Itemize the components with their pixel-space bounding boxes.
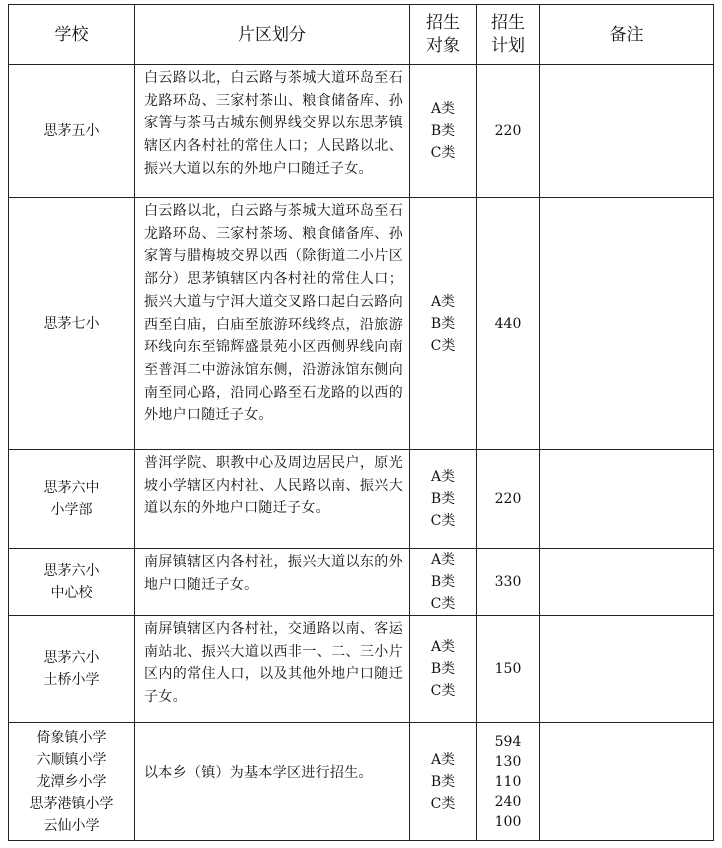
plan-cell <box>477 723 540 841</box>
target-item: B类 <box>430 315 456 332</box>
school-name: 倚象镇小学 <box>36 729 107 746</box>
target-cell <box>410 65 477 198</box>
target-item: B类 <box>430 773 456 790</box>
plan-value: 440 <box>494 315 522 332</box>
target-item: A类 <box>430 101 456 117</box>
school-cell <box>9 549 135 616</box>
enrollment-table <box>8 4 714 841</box>
district-cell <box>135 450 410 549</box>
school-name: 龙潭乡小学 <box>36 773 107 790</box>
target-item: A类 <box>430 751 456 768</box>
target-cell <box>410 198 477 450</box>
plan-value: 220 <box>494 123 522 139</box>
remark-cell <box>540 549 714 616</box>
target-cell <box>410 549 477 616</box>
target-item: A类 <box>430 639 456 655</box>
school-name: 小学部 <box>50 502 93 518</box>
district-text: 南屏镇辖区内各村社，交通路以南、客运南站北、振兴大道以西非一、二、三小片区内的常住人口，以及其他外地户口随迁子女。 <box>144 621 403 706</box>
plan-value: 150 <box>494 661 522 677</box>
plan-value: 330 <box>494 574 522 590</box>
table-row <box>9 616 714 723</box>
school-name: 云仙小学 <box>43 817 100 834</box>
remark-cell <box>540 723 714 841</box>
district-cell <box>135 198 410 450</box>
district-text: 以本乡（镇）为基本学区进行招生。 <box>144 765 373 782</box>
target-item: C类 <box>430 683 456 699</box>
plan-value: 110 <box>494 773 522 790</box>
plan-cell <box>477 616 540 723</box>
school-name: 思茅六中 <box>43 480 100 496</box>
target-item: C类 <box>430 145 456 161</box>
target-item: B类 <box>430 574 456 590</box>
school-name: 思茅七小 <box>43 315 100 332</box>
remark-cell <box>540 65 714 198</box>
plan-cell <box>477 198 540 450</box>
target-cell <box>410 616 477 723</box>
district-text: 白云路以北，白云路与茶城大道环岛至石龙路环岛、三家村茶场、粮食储备库、孙家箐与腊梅坡交界以西（除街道二小片区部分）思茅镇辖区内各村社的常住人口；振兴大道与宁洱大道交叉路口起白云路向西至白庙，白庙至旅游环线终点，沿旅游环线向东至锦辉盛景苑小区西侧界线向南至普洱二中游泳馆东侧，沿游泳馆东侧向南至同心路，沿同心路至石龙路的以西的外地户口随迁子女。 <box>144 203 403 424</box>
table-row <box>9 723 714 841</box>
header-target-line1: 招生 <box>426 12 460 33</box>
district-text: 白云路以北，白云路与茶城大道环岛至石龙路环岛、三家村茶山、粮食储备库、孙家箐与茶马古城东侧界线交界以东思茅镇辖区内各村社的常住人口；人民路以北、振兴大道以东的外地户口随迁子女。 <box>144 70 403 177</box>
school-name: 中心校 <box>50 585 93 601</box>
school-cell <box>9 616 135 723</box>
table-row <box>9 65 714 198</box>
school-name: 思茅五小 <box>43 123 100 139</box>
plan-value: 100 <box>494 813 522 830</box>
target-item: A类 <box>430 552 456 568</box>
district-cell <box>135 616 410 723</box>
school-cell <box>9 198 135 450</box>
target-item: C类 <box>430 337 456 354</box>
school-name: 思茅六小 <box>43 563 100 579</box>
header-row <box>9 5 714 65</box>
target-cell <box>410 723 477 841</box>
target-item: B类 <box>430 123 456 139</box>
table-row <box>9 450 714 549</box>
plan-value: 594 <box>494 733 522 750</box>
table-row <box>9 198 714 450</box>
header-target-line2: 对象 <box>426 35 460 56</box>
school-name: 思茅六小 <box>43 650 100 666</box>
district-text: 南屏镇辖区内各村社，振兴大道以东的外地户口随迁子女。 <box>144 554 403 593</box>
plan-value: 130 <box>494 753 522 770</box>
school-name: 土桥小学 <box>43 672 100 688</box>
district-cell <box>135 723 410 841</box>
plan-cell <box>477 450 540 549</box>
target-cell <box>410 450 477 549</box>
header-plan <box>477 5 540 65</box>
school-cell <box>9 450 135 549</box>
school-cell <box>9 723 135 841</box>
target-item: C类 <box>430 596 456 612</box>
district-cell <box>135 549 410 616</box>
remark-cell <box>540 616 714 723</box>
school-name: 六顺镇小学 <box>36 751 107 768</box>
target-item: C类 <box>430 795 456 812</box>
target-item: A类 <box>430 469 456 485</box>
target-item: B类 <box>430 491 456 507</box>
plan-cell <box>477 65 540 198</box>
district-cell <box>135 65 410 198</box>
school-cell <box>9 65 135 198</box>
table-row <box>9 549 714 616</box>
header-plan-line1: 招生 <box>491 12 525 33</box>
header-district: 片区划分 <box>135 5 410 65</box>
header-target <box>410 5 477 65</box>
header-school: 学校 <box>9 5 135 65</box>
target-item: B类 <box>430 661 456 677</box>
target-item: A类 <box>430 293 456 310</box>
plan-cell <box>477 549 540 616</box>
target-item: C类 <box>430 513 456 529</box>
district-text: 普洱学院、职教中心及周边居民户，原光坡小学辖区内村社、人民路以南、振兴大道以东的外地户口随迁子女。 <box>144 455 403 517</box>
remark-cell <box>540 450 714 549</box>
school-name: 思茅港镇小学 <box>29 795 114 812</box>
plan-value: 240 <box>494 793 522 810</box>
plan-value: 220 <box>494 491 522 507</box>
header-remark: 备注 <box>540 5 714 65</box>
remark-cell <box>540 198 714 450</box>
header-plan-line2: 计划 <box>491 35 525 56</box>
